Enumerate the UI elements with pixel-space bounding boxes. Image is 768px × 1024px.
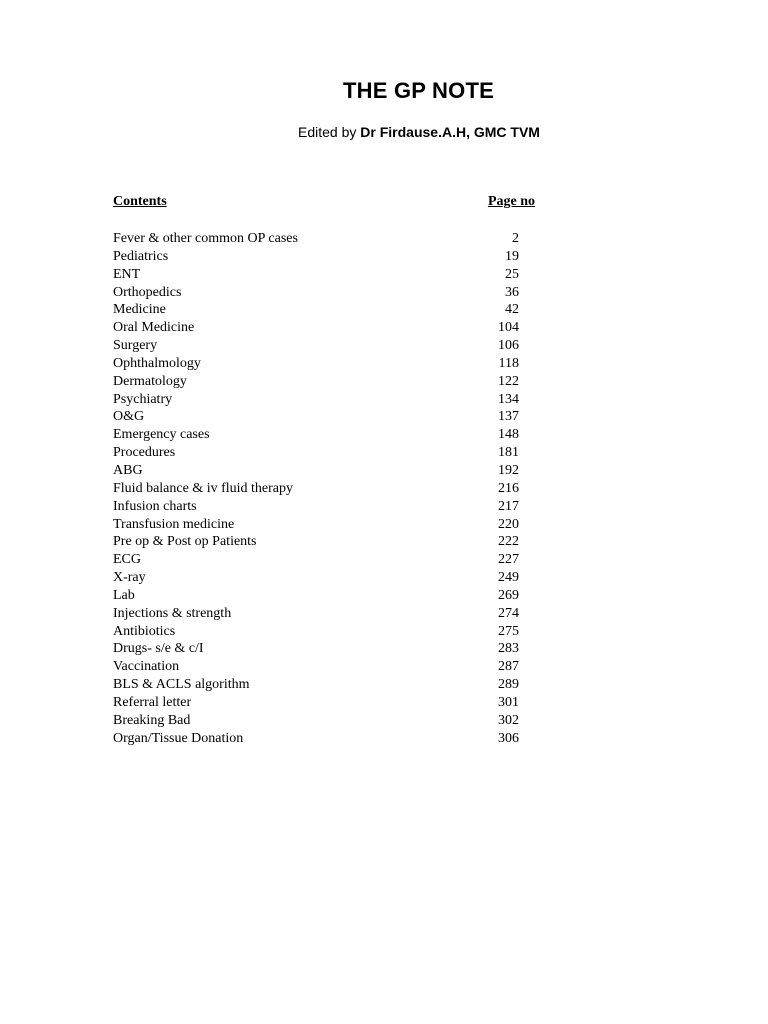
toc-entry-title: Referral letter: [113, 694, 192, 710]
toc-entry-title: Dermatology: [113, 373, 187, 389]
toc-entry: [113, 391, 519, 409]
toc-entry-page: 192: [498, 462, 519, 478]
toc-entry-page: 122: [498, 373, 519, 389]
toc-entry-page: 217: [498, 498, 519, 514]
toc-entry-page: 106: [498, 338, 519, 354]
toc-entry-page: 274: [498, 605, 519, 621]
toc-entry-page: 249: [498, 570, 519, 586]
toc-entry: [113, 533, 519, 551]
toc-entry-title: Drugs- s/e & c/I: [113, 641, 204, 657]
toc-entry-page: 137: [498, 409, 519, 425]
toc-entry-page: 216: [498, 480, 519, 496]
toc-entry: [113, 712, 519, 730]
toc-entry: [113, 426, 519, 444]
toc-entry-title: BLS & ACLS algorithm: [113, 677, 250, 693]
toc-entry: [113, 337, 519, 355]
toc-entry-title: Fluid balance & iv fluid therapy: [113, 480, 294, 496]
toc-entry-page: 118: [498, 355, 519, 371]
editor-line: [0, 124, 768, 140]
toc-entry: [113, 587, 519, 605]
toc-entry: [113, 640, 519, 658]
toc-entry-title: Pediatrics: [113, 248, 169, 264]
table-of-contents: [113, 230, 519, 747]
toc-entry-title: X-ray: [113, 570, 146, 586]
toc-entry-title: Procedures: [113, 445, 176, 461]
toc-entry-page: 220: [498, 516, 519, 532]
toc-entry: [113, 551, 519, 569]
editor-name: Dr Firdause.A.H, GMC TVM: [360, 124, 540, 140]
toc-entry-title: Ophthalmology: [113, 355, 201, 371]
toc-entry-page: 42: [505, 302, 519, 318]
toc-entry-page: 283: [498, 641, 519, 657]
toc-entry-title: Infusion charts: [113, 498, 197, 514]
toc-entry: [113, 319, 519, 337]
toc-entry: [113, 284, 519, 302]
toc-entry-page: 148: [498, 427, 519, 443]
toc-entry: [113, 480, 519, 498]
toc-entry-title: Emergency cases: [113, 427, 210, 443]
toc-entry: [113, 301, 519, 319]
toc-entry-title: Fever & other common OP cases: [113, 231, 298, 246]
toc-entry: [113, 658, 519, 676]
toc-entry-title: Orthopedics: [113, 284, 182, 300]
toc-entry-title: ABG: [113, 462, 143, 478]
toc-entry-page: 287: [498, 659, 519, 675]
editor-prefix: Edited by: [298, 124, 357, 140]
toc-entry-page: 104: [498, 320, 519, 336]
toc-entry-page: 181: [498, 445, 519, 461]
toc-entry: [113, 730, 519, 748]
toc-entry-title: Vaccination: [113, 659, 180, 675]
toc-entry: [113, 516, 519, 534]
toc-entry-page: 302: [498, 712, 519, 728]
toc-entry: [113, 248, 519, 266]
toc-entry-page: 275: [498, 623, 519, 639]
toc-entry-title: Antibiotics: [113, 623, 176, 639]
toc-entry-page: 306: [498, 730, 519, 746]
toc-entry-title: Oral Medicine: [113, 320, 195, 336]
toc-entry: [113, 230, 519, 248]
toc-entry-title: Psychiatry: [113, 391, 173, 407]
toc-entry-title: Transfusion medicine: [113, 516, 235, 532]
toc-entry-page: 227: [498, 552, 519, 568]
toc-entry-title: Medicine: [113, 302, 166, 318]
toc-entry-title: Injections & strength: [113, 605, 232, 621]
toc-entry-page: 289: [498, 677, 519, 693]
toc-entry-page: 222: [498, 534, 519, 550]
toc-entry-title: ENT: [113, 266, 141, 282]
page-no-heading: Page no: [487, 194, 535, 209]
toc-entry-title: Surgery: [113, 338, 158, 354]
toc-entry-page: 134: [498, 391, 519, 407]
toc-entry: [113, 355, 519, 373]
toc-entry-title: O&G: [113, 409, 145, 425]
toc-entry-page: 2: [512, 231, 519, 246]
toc-entry-title: Pre op & Post op Patients: [113, 534, 257, 550]
toc-entry-page: 25: [505, 266, 519, 282]
toc-entry: [113, 623, 519, 641]
contents-heading: Contents: [113, 194, 167, 209]
toc-entry: [113, 498, 519, 516]
toc-entry: [113, 694, 519, 712]
toc-header: [113, 194, 535, 214]
document-title: THE GP NOTE: [343, 78, 494, 103]
toc-entry-title: Organ/Tissue Donation: [113, 730, 244, 746]
toc-entry: [113, 676, 519, 694]
toc-entry-title: Breaking Bad: [113, 712, 191, 728]
toc-entry: [113, 569, 519, 587]
toc-entry: [113, 605, 519, 623]
toc-entry-title: ECG: [113, 552, 141, 568]
toc-entry-page: 19: [505, 248, 519, 264]
toc-entry: [113, 444, 519, 462]
toc-entry-title: Lab: [113, 587, 135, 603]
toc-entry: [113, 462, 519, 480]
toc-entry: [113, 408, 519, 426]
toc-entry-page: 269: [498, 587, 519, 603]
toc-entry-page: 36: [505, 284, 519, 300]
toc-entry: [113, 373, 519, 391]
toc-entry: [113, 266, 519, 284]
toc-entry-page: 301: [498, 694, 519, 710]
